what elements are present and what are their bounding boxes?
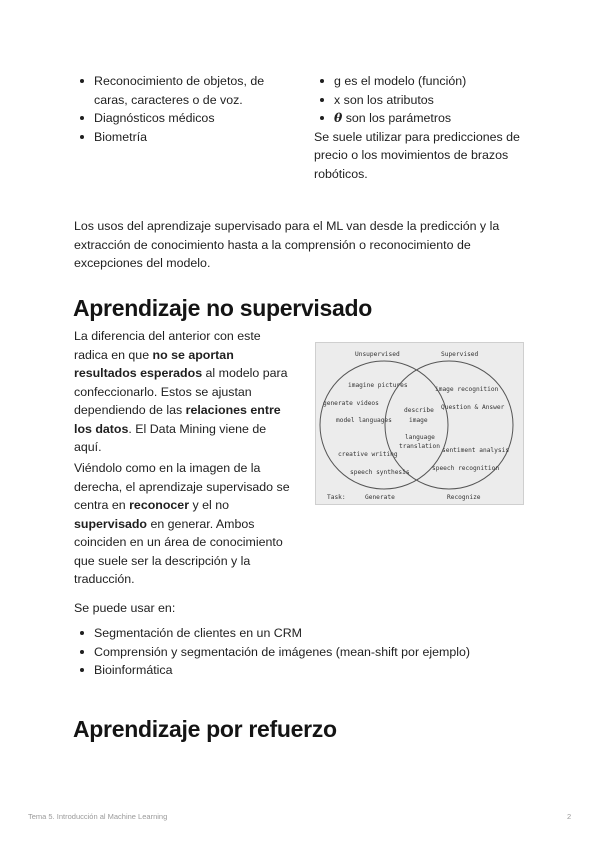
theta-symbol: θ	[334, 110, 343, 125]
top-right-paragraph: Se suele utilizar para predicciones de precio o los movimientos de brazos robóticos.	[314, 129, 520, 181]
no-supervisado-paragraph-2	[74, 459, 292, 589]
text-run: La diferencia del anterior con este radica en que	[74, 329, 261, 362]
list-item	[314, 109, 534, 128]
top-right-column	[314, 72, 534, 183]
list-item: x son los atributos	[314, 91, 534, 110]
list-item: g es el modelo (función)	[314, 72, 534, 91]
uses-intro: Se puede usar en:	[74, 601, 176, 615]
list-item: Comprensión y segmentación de imágenes (mean-shift por ejemplo)	[74, 643, 544, 662]
section-heading-no-supervisado: Aprendizaje no supervisado	[73, 295, 372, 321]
venn-right-item: Question & Answer	[441, 404, 505, 411]
venn-left-item: creative writing	[338, 451, 398, 458]
list-item: Diagnósticos médicos	[74, 109, 294, 128]
text-run: al modelo para confeccionarlo. Estos se ajustan dependiendo de las	[74, 366, 288, 417]
no-supervisado-uses-list	[74, 624, 544, 680]
top-right-list	[314, 72, 534, 128]
label-unsupervised: Unsupervised	[355, 351, 400, 358]
venn-right-item: image recognition	[435, 386, 499, 393]
list-item: Segmentación de clientes en un CRM	[74, 624, 544, 643]
bold-run: relaciones entre los datos	[74, 403, 281, 436]
text-run: . El Data Mining viene de aquí.	[74, 421, 267, 454]
text-run: y el no	[189, 498, 229, 512]
task-label: Task:	[327, 494, 346, 501]
venn-left-item: imagine pictures	[348, 382, 408, 389]
bold-run: supervisado	[74, 516, 147, 531]
venn-right-item: sentiment analysis	[442, 447, 510, 454]
venn-center-item: image	[409, 417, 428, 424]
label-supervised: Supervised	[441, 351, 479, 358]
venn-left-item: generate videos	[323, 400, 379, 407]
list-item: Bioinformática	[74, 661, 544, 680]
venn-center-item: language	[405, 434, 435, 441]
list-item-text: son los parámetros	[342, 111, 452, 125]
text-run: en generar. Ambos coinciden en un área de conocimiento que suele ser la descripción y la traducción.	[74, 516, 283, 586]
list-item: Reconocimiento de objetos, de caras, caracteres o de voz.	[74, 72, 294, 109]
task-recognize: Recognize	[447, 494, 481, 501]
uses-paragraph: Los usos del aprendizaje supervisado para el ML van desde la predicción y la extracción de conocimiento hasta a la comprensión o reconocimiento de excepciones del modelo.	[74, 219, 500, 270]
page-footer: Tema 5. Introducción al Machine Learning	[28, 812, 168, 821]
venn-center-item: translation	[399, 443, 440, 450]
venn-diagram-figure	[315, 342, 524, 505]
venn-right-item: speech recognition	[432, 465, 500, 472]
page-number: 2	[567, 812, 572, 821]
bold-run: reconocer	[129, 498, 190, 512]
section-heading-refuerzo: Aprendizaje por refuerzo	[73, 716, 337, 742]
venn-left-item: model languages	[336, 417, 392, 424]
list-item: Biometría	[74, 128, 294, 147]
text-run: Viéndolo como en la imagen de la derecha, el aprendizaje supervisado se centra en	[74, 461, 290, 512]
top-left-list	[74, 72, 294, 146]
bold-run: no se aportan resultados esperados	[74, 347, 234, 380]
venn-center-item: describe	[404, 407, 434, 414]
venn-diagram	[316, 343, 523, 504]
venn-left-item: speech synthesis	[350, 469, 410, 476]
task-generate: Generate	[365, 494, 395, 501]
no-supervisado-paragraph-1	[74, 327, 292, 457]
